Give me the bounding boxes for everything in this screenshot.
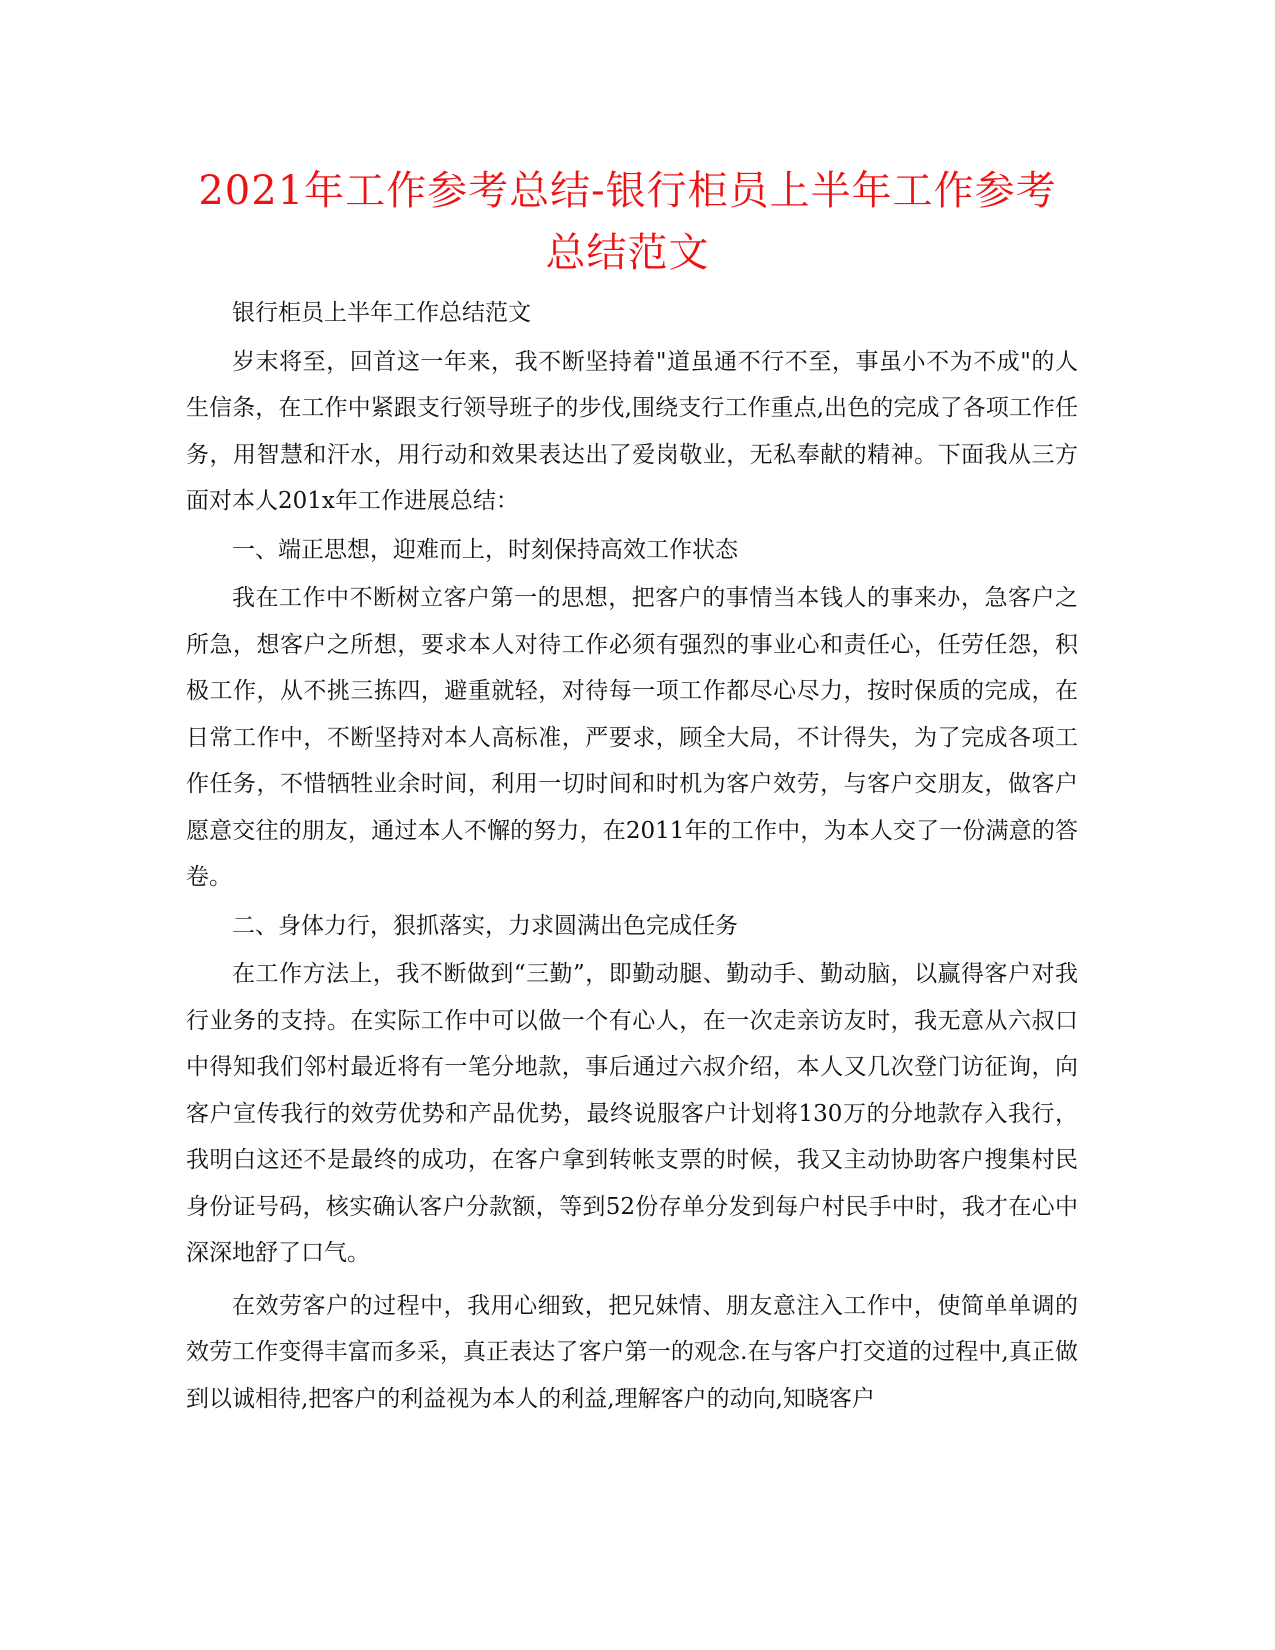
body-paragraph: 岁末将至，回首这一年来，我不断坚持着"道虽通不行不至，事虽小不为不成"的人生信条，在工作中紧跟支行领导班子的步伐,围绕支行工作重点,出色的完成了各项工作任务，用智慧和汗水，用行动和效果表达出了爱岗敬业，无私奉献的精神。下面我从三方面对本人201x年工作进展总结：: [186, 348, 1078, 514]
section-heading: 一、端正思想，迎难而上，时刻保持高效工作状态: [232, 536, 738, 563]
body-paragraph: 在效劳客户的过程中，我用心细致，把兄妹情、朋友意注入工作中，使简单单调的效劳工作变得丰富而多采，真正表达了客户第一的观念.在与客户打交道的过程中,真正做到以诚相待,把客户的利益视为本人的利益,理解客户的动向,知晓客户: [186, 1292, 1078, 1412]
body-paragraph: 在工作方法上，我不断做到“三勤”，即勤动腿、勤动手、勤动脑，以赢得客户对我行业务的支持。在实际工作中可以做一个有心人，在一次走亲访友时，我无意从六叔口中得知我们邻村最近将有一笔分地款，事后通过六叔介绍，本人又几次登门访征询，向客户宣传我行的效劳优势和产品优势，最终说服客户计划将130万的分地款存入我行，我明白这还不是最终的成功，在客户拿到转帐支票的时候，我又主动协助客户搜集村民身份证号码，核实确认客户分款额，等到52份存单分发到每户村民手中时，我才在心中深深地舒了口气。: [186, 961, 1078, 1266]
body-paragraph: 我在工作中不断树立客户第一的思想，把客户的事情当本钱人的事来办，急客户之所急，想客户之所想，要求本人对待工作必须有强烈的事业心和责任心，任劳任怨，积极工作，从不挑三拣四，避重就轻，对待每一项工作都尽心尽力，按时保质的完成，在日常工作中，不断坚持对本人高标准，严要求，顾全大局，不计得失，为了完成各项工作任务，不惜牺牲业余时间，利用一切时间和时机为客户效劳，与客户交朋友，做客户愿意交往的朋友，通过本人不懈的努力，在2011年的工作中，为本人交了一份满意的答卷。: [186, 585, 1078, 890]
document-body: [186, 290, 1078, 1424]
section-heading: 二、身体力行，狠抓落实，力求圆满出色完成任务: [232, 912, 738, 939]
document-title: 2021年工作参考总结-银行柜员上半年工作参考总结范文: [198, 168, 1057, 276]
body-paragraph: 银行柜员上半年工作总结范文: [232, 300, 531, 326]
